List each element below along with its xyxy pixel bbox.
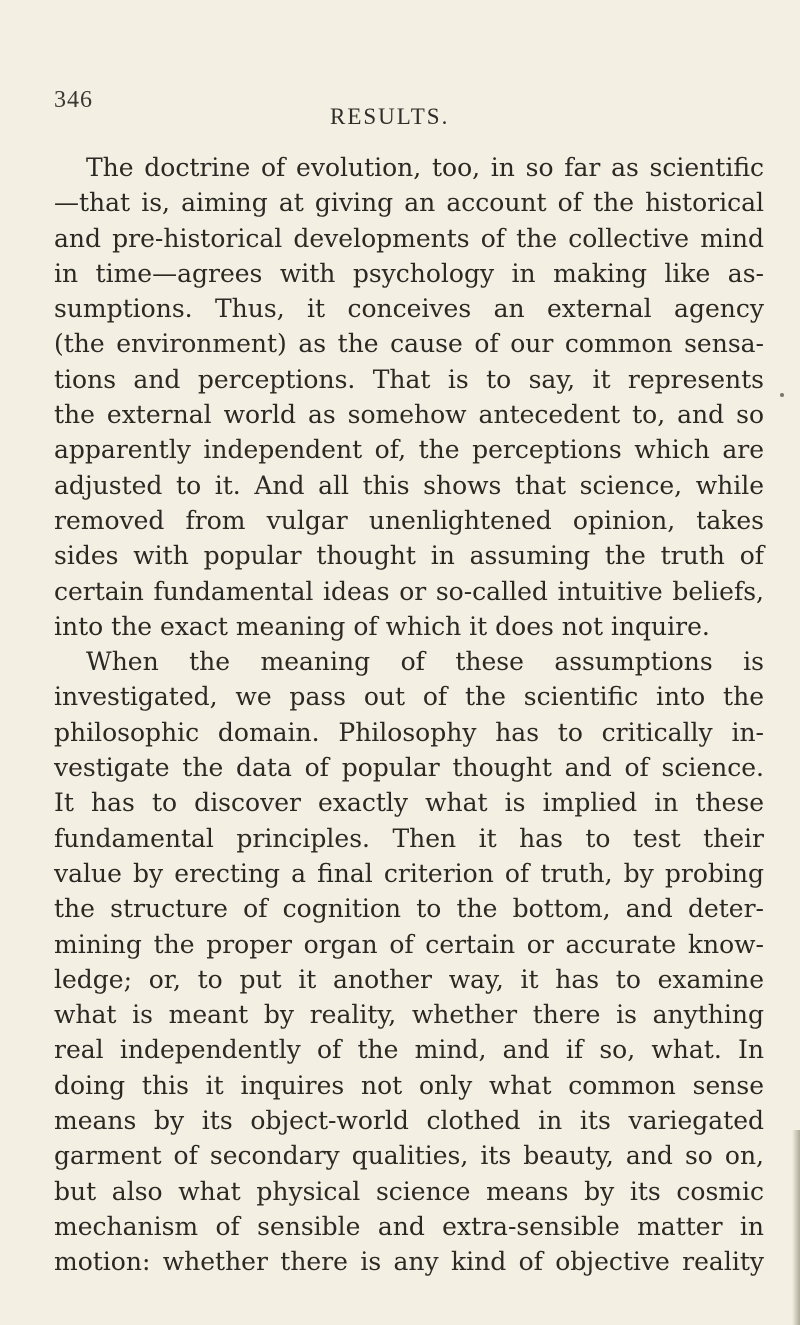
text-line: (the environment) as the cause of our common sensa- <box>54 329 764 359</box>
text-line: in time—agrees with psychology in making like as- <box>54 258 764 288</box>
text-line: adjusted to it. And all this shows that science, while <box>54 470 764 500</box>
text-line: fundamental principles. Then it has to test their <box>54 823 764 853</box>
text-line: certain fundamental ideas or so-called intuitive beliefs, <box>54 576 764 606</box>
text-line: doing this it inquires not only what common sense <box>54 1070 764 1100</box>
page-edge-shadow <box>792 1130 800 1325</box>
text-line: investigated, we pass out of the scientific into the <box>54 682 764 712</box>
text-line: mechanism of sensible and extra-sensible matter in <box>54 1211 764 1241</box>
text-line: sides with popular thought in assuming the truth of <box>54 541 764 571</box>
body-text <box>54 150 764 1280</box>
text-line: —that is, aiming at giving an account of the historical <box>54 188 764 218</box>
text-line: The doctrine of evolution, too, in so far as scientific <box>86 153 764 182</box>
text-line: value by erecting a final criterion of truth, by probing <box>54 858 764 888</box>
text-line: philosophic domain. Philosophy has to critically in- <box>54 717 764 747</box>
page-number: 346 <box>54 87 93 113</box>
text-line: ledge; or, to put it another way, it has to examine <box>54 964 764 994</box>
text-line: but also what physical science means by its cosmic <box>54 1176 764 1206</box>
text-line: mining the proper organ of certain or accurate know- <box>54 929 764 959</box>
text-line: motion: whether there is any kind of objective reality <box>54 1247 764 1277</box>
text-line: into the exact meaning of which it does not inquire. <box>54 611 710 641</box>
text-line: the structure of cognition to the bottom, and deter- <box>54 894 764 924</box>
text-line: tions and perceptions. That is to say, it represents <box>54 364 764 394</box>
text-line: When the meaning of these assumptions is <box>86 647 764 677</box>
text-line: means by its object-world clothed in its variegated <box>54 1106 764 1136</box>
text-line: the external world as somehow antecedent to, and so <box>54 400 764 430</box>
text-line: It has to discover exactly what is implied in these <box>54 788 764 818</box>
text-line: removed from vulgar unenlightened opinion, takes <box>54 505 764 535</box>
text-line: sumptions. Thus, it conceives an external agency <box>54 294 764 324</box>
text-line: vestigate the data of popular thought and of science. <box>54 753 764 783</box>
text-line: and pre-historical developments of the collective mind <box>54 223 764 253</box>
text-line: what is meant by reality, whether there is anything <box>54 1000 764 1030</box>
running-head: RESULTS. <box>330 104 450 129</box>
text-line: garment of secondary qualities, its beauty, and so on, <box>54 1141 764 1171</box>
margin-speck <box>780 393 784 397</box>
text-line: real independently of the mind, and if so, what. In <box>54 1035 764 1065</box>
text-line: apparently independent of, the perceptions which are <box>54 435 764 465</box>
